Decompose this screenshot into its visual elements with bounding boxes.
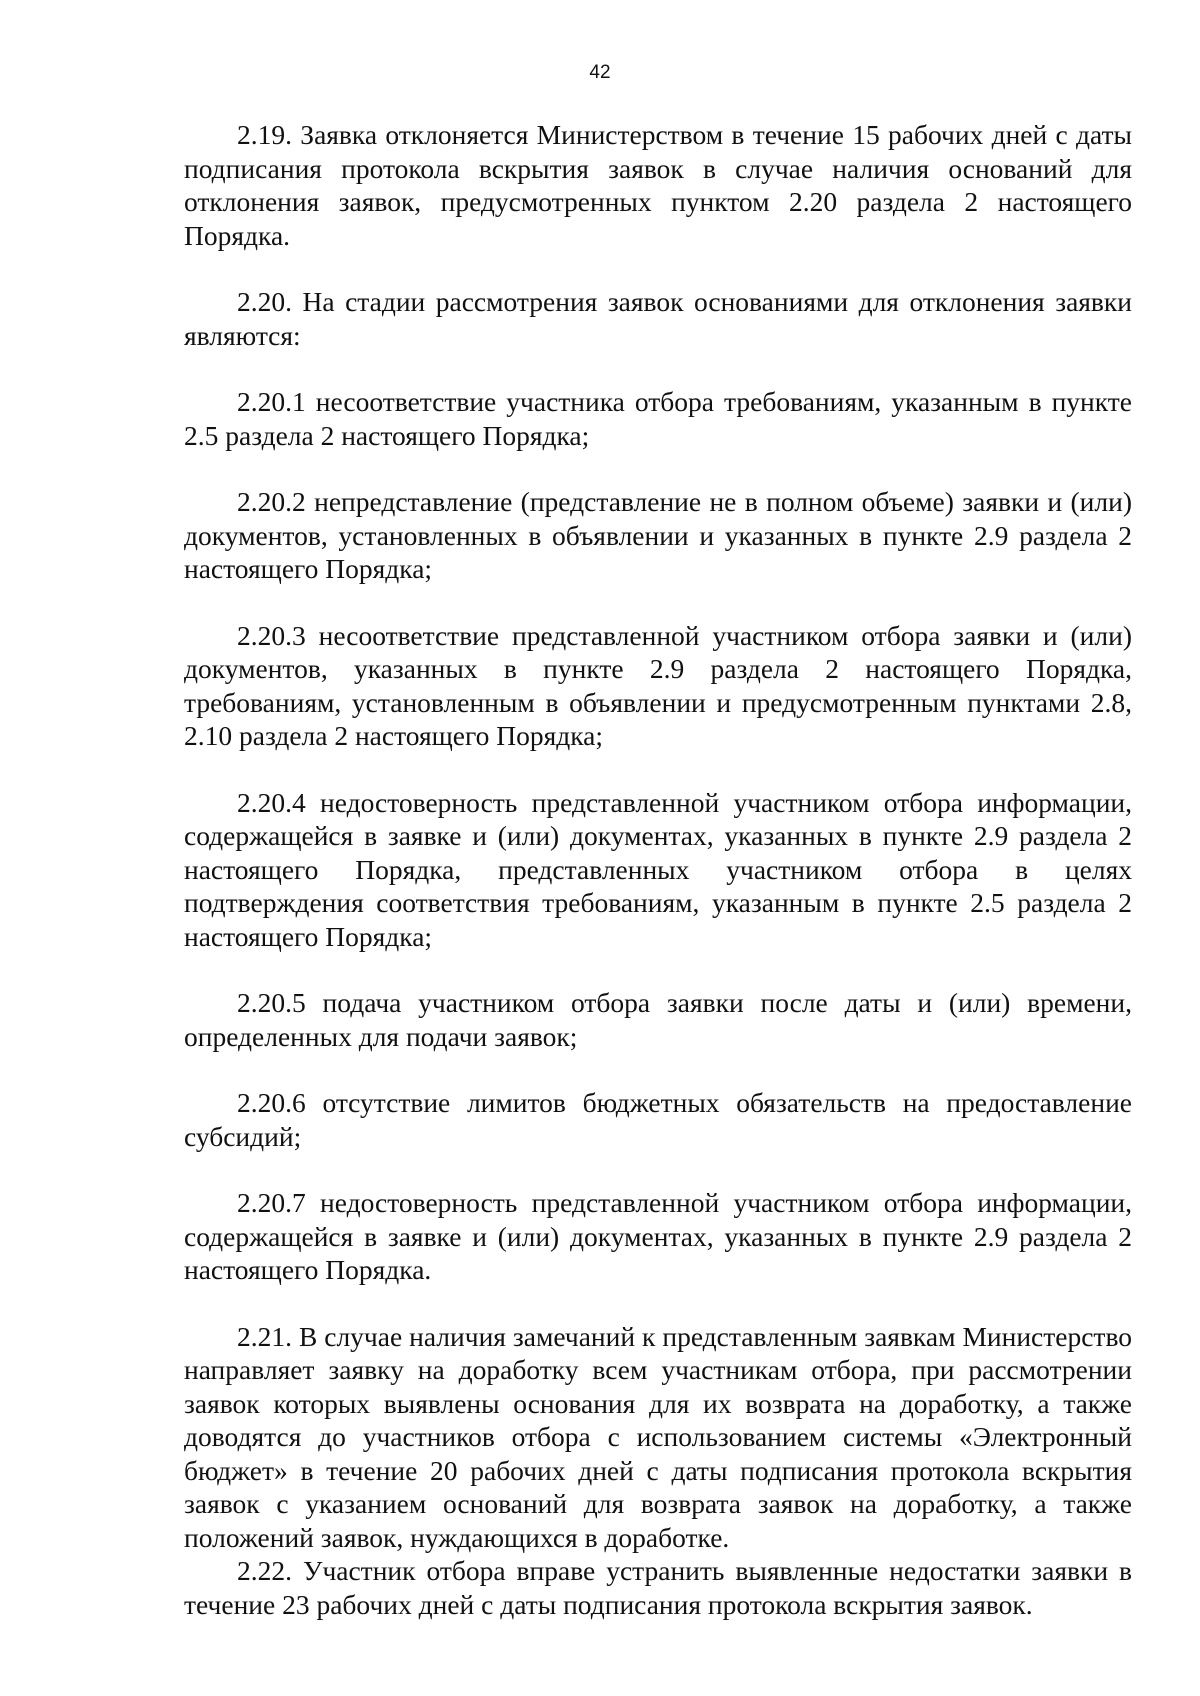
paragraph-2-20: 2.20. На стадии рассмотрения заявок основаниями для отклонения заявки являются: (184, 286, 1132, 351)
page-number: 42 (589, 62, 611, 83)
paragraph-2-20-5: 2.20.5 подача участником отбора заявки после даты и (или) времени, определенных для подачи заявок; (184, 987, 1132, 1052)
paragraph-2-20-1: 2.20.1 несоответствие участника отбора требованиям, указанным в пункте 2.5 раздела 2 настоящего Порядка; (184, 386, 1132, 451)
paragraph-2-21: 2.21. В случае наличия замечаний к представленным заявкам Министерство направляет заявку на доработку всем участникам отбора, при рассмотрении заявок которых выявлены основания для их возврата на доработку, а также доводятся до участников отбора с использованием системы «Электронный бюджет» в течение 20 рабочих дней с даты подписания протокола вскрытия заявок с указанием оснований для возврата заявок на доработку, а также положений заявок, нуждающихся в доработке. (184, 1320, 1132, 1553)
paragraph-2-20-6: 2.20.6 отсутствие лимитов бюджетных обязательств на предоставление субсидий; (184, 1087, 1132, 1152)
paragraph-2-22: 2.22. Участник отбора вправе устранить выявленные недостатки заявки в течение 23 рабочих дней с даты подписания протокола вскрытия заявок. (184, 1555, 1132, 1620)
document-body (184, 118, 1132, 1621)
paragraph-2-20-3: 2.20.3 несоответствие представленной участником отбора заявки и (или) документов, указанных в пункте 2.9 раздела 2 настоящего Порядка, требованиям, установленным в объявлении и предусмотренным пунктами 2.8, 2.10 раздела 2 настоящего Порядка; (184, 619, 1132, 751)
paragraph-2-20-7: 2.20.7 недостоверность представленной участником отбора информации, содержащейся в заявке и (или) документах, указанных в пункте 2.9 раздела 2 настоящего Порядка. (184, 1187, 1132, 1285)
paragraph-2-20-2: 2.20.2 непредставление (представление не в полном объеме) заявки и (или) документов, установленных в объявлении и указанных в пункте 2.9 раздела 2 настоящего Порядка; (184, 486, 1132, 584)
paragraph-2-19: 2.19. Заявка отклоняется Министерством в течение 15 рабочих дней с даты подписания протокола вскрытия заявок в случае наличия оснований для отклонения заявок, предусмотренных пунктом 2.20 раздела 2 настоящего Порядка. (184, 119, 1132, 251)
paragraph-2-20-4: 2.20.4 недостоверность представленной участником отбора информации, содержащейся в заявке и (или) документах, указанных в пункте 2.9 раздела 2 настоящего Порядка, представленных участником отбора в целях подтверждения соответствия требованиям, указанным в пункте 2.5 раздела 2 настоящего Порядка; (184, 786, 1132, 952)
